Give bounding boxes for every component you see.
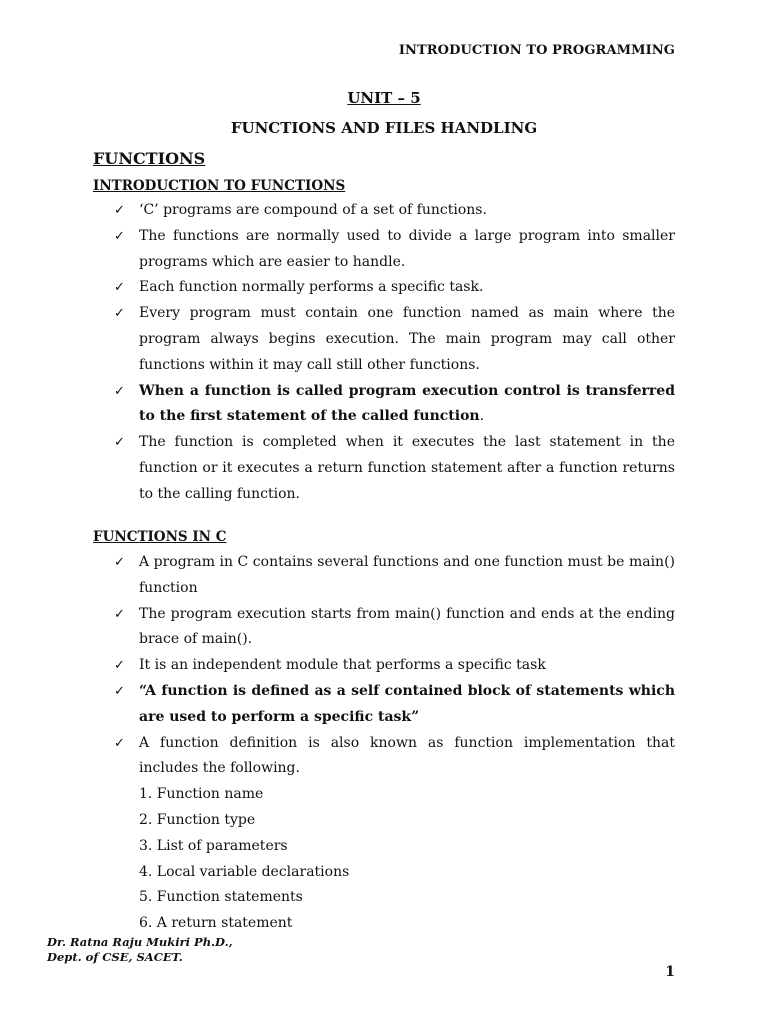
page-number: 1 [665,964,675,980]
checkmark-icon: ✓ [114,735,125,751]
list-item: ✓ The function is completed when it executes the last statement in the function or it executes a return function statement after a function returns to the calling function. [93,430,675,507]
section-title: FUNCTIONS [93,149,206,168]
functions-in-c-list [93,550,675,937]
checkmark-icon: ✓ [114,203,125,218]
checkmark-icon: ✓ [114,435,125,451]
checkmark-icon: ✓ [114,683,125,699]
functions-in-c-heading: FUNCTIONS IN C [93,529,227,545]
numbered-item: 1. Function name [139,786,264,803]
numbered-item: 5. Function statements [139,889,303,906]
list-item: ✓ Every program must contain one function named as main where the program always begins execution. The main program may call other functions within it may call still other functions. [93,301,675,378]
footer-author [47,935,233,965]
list-item: ✓ Each function normally performs a specific task. [93,275,675,301]
author-name: Dr. Ratna Raju Mukiri Ph.D., [47,935,233,949]
checkmark-icon: ✓ [114,658,125,674]
list-item: ✓ “A function is defined as a self contained block of statements which are used to perform a specific task” [93,679,675,731]
list-item: ✓ The functions are normally used to divide a large program into smaller programs which are easier to handle. [93,224,675,276]
checkmark-icon: ✓ [114,228,125,244]
list-item: ✓ A program in C contains several functions and one function must be main() function [93,550,675,602]
unit-subtitle: FUNCTIONS AND FILES HANDLING [230,119,538,137]
checkmark-icon: ✓ [114,606,125,622]
author-dept: Dept. of CSE, SACET. [47,950,183,964]
checkmark-icon: ✓ [114,383,125,399]
list-item: ✓ ‘C’ programs are compound of a set of functions. [93,198,675,224]
numbered-item: 6. A return statement [139,915,293,932]
intro-list [93,198,675,508]
unit-title: UNIT – 5 [347,89,421,107]
list-item: ✓ A function definition is also known as function implementation that includes the following. [93,731,675,783]
list-item: ✓ The program execution starts from main() function and ends at the ending brace of main(). [93,602,675,654]
list-item: ✓ When a function is called program execution control is transferred to the first statement of the called function. [93,379,675,431]
checkmark-icon: ✓ [114,280,125,296]
numbered-item: 4. Local variable declarations [139,863,350,880]
list-item: ✓ It is an independent module that performs a specific task [93,653,675,679]
checkmark-icon: ✓ [114,306,125,322]
intro-heading: INTRODUCTION TO FUNCTIONS [93,178,346,194]
numbered-item: 3. List of parameters [139,837,288,854]
checkmark-icon: ✓ [114,555,125,570]
running-header: INTRODUCTION TO PROGRAMMING [398,43,675,58]
numbered-item: 2. Function type [139,811,256,828]
